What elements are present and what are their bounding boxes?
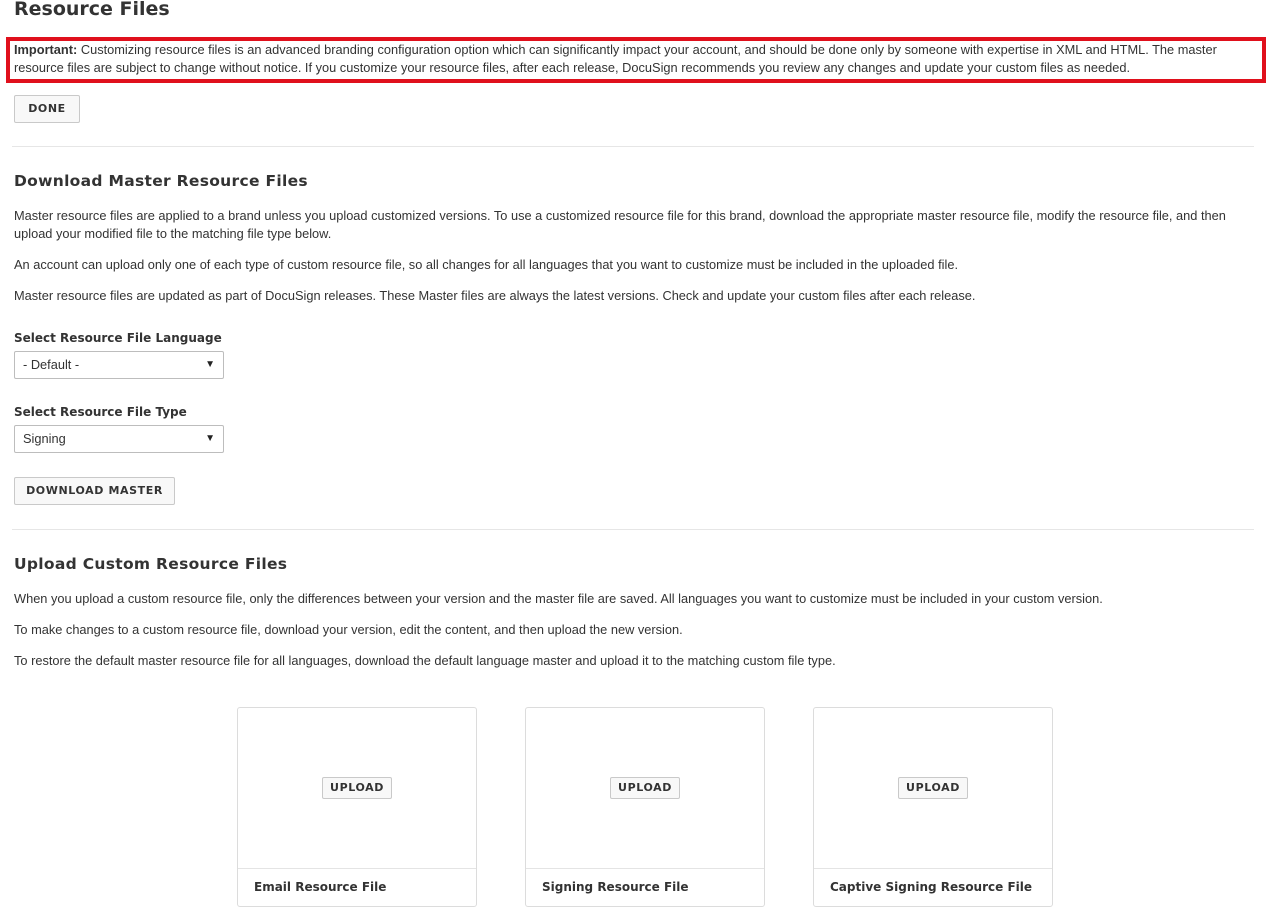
email-resource-card [237,707,477,907]
download-description-3: Master resource files are updated as part of DocuSign releases. These Master files are always the latest versions. Check and update your custom files after each release. [14,288,976,303]
card-divider [814,868,1052,869]
card-divider [526,868,764,869]
language-select-value: - Default - [23,357,80,372]
divider [12,146,1254,147]
caret-down-icon: ▼ [205,359,215,370]
download-description-1: Master resource files are applied to a brand unless you upload customized versions. To use a customized resource file for this brand, download the appropriate master resource file, modify the resource file, and then upload your modified file to the matching file type below. [14,208,1226,241]
type-select-label: Select Resource File Type [14,405,187,419]
divider [12,529,1254,530]
captive-signing-resource-card [813,707,1053,907]
signing-resource-card [525,707,765,907]
upload-captive-signing-button[interactable]: UPLOAD [898,777,968,799]
card-label: Captive Signing Resource File [830,880,1033,894]
download-master-button[interactable]: DOWNLOAD MASTER [14,477,175,505]
card-label: Email Resource File [254,880,387,894]
language-select-label: Select Resource File Language [14,331,222,345]
important-notice [6,37,1266,83]
language-select[interactable] [14,351,224,379]
upload-section-title: Upload Custom Resource Files [14,555,288,573]
upload-description-3: To restore the default master resource file for all languages, download the default language master and upload it to the matching custom file type. [14,653,836,668]
download-section-title: Download Master Resource Files [14,172,308,190]
upload-signing-button[interactable]: UPLOAD [610,777,680,799]
notice-label: Important: [14,42,78,57]
card-label: Signing Resource File [542,880,689,894]
upload-description-1: When you upload a custom resource file, only the differences between your version and the master file are saved. All languages you want to customize must be included in your custom version. [14,591,1103,606]
caret-down-icon: ▼ [205,433,215,444]
card-divider [238,868,476,869]
upload-email-button[interactable]: UPLOAD [322,777,392,799]
type-select[interactable] [14,425,224,453]
type-select-value: Signing [23,431,66,446]
page-title: Resource Files [14,0,170,20]
notice-text: Customizing resource files is an advanced branding configuration option which can significantly impact your account, and should be done only by someone with expertise in XML and HTML. The master resource files are subject to change without notice. If you customize your resource files, after each release, DocuSign recommends you review any changes and update your custom files as needed. [14,42,1217,75]
done-button[interactable]: DONE [14,95,80,123]
download-description-2: An account can upload only one of each type of custom resource file, so all changes for all languages that you want to customize must be included in the uploaded file. [14,257,958,272]
upload-description-2: To make changes to a custom resource file, download your version, edit the content, and then upload the new version. [14,622,683,637]
